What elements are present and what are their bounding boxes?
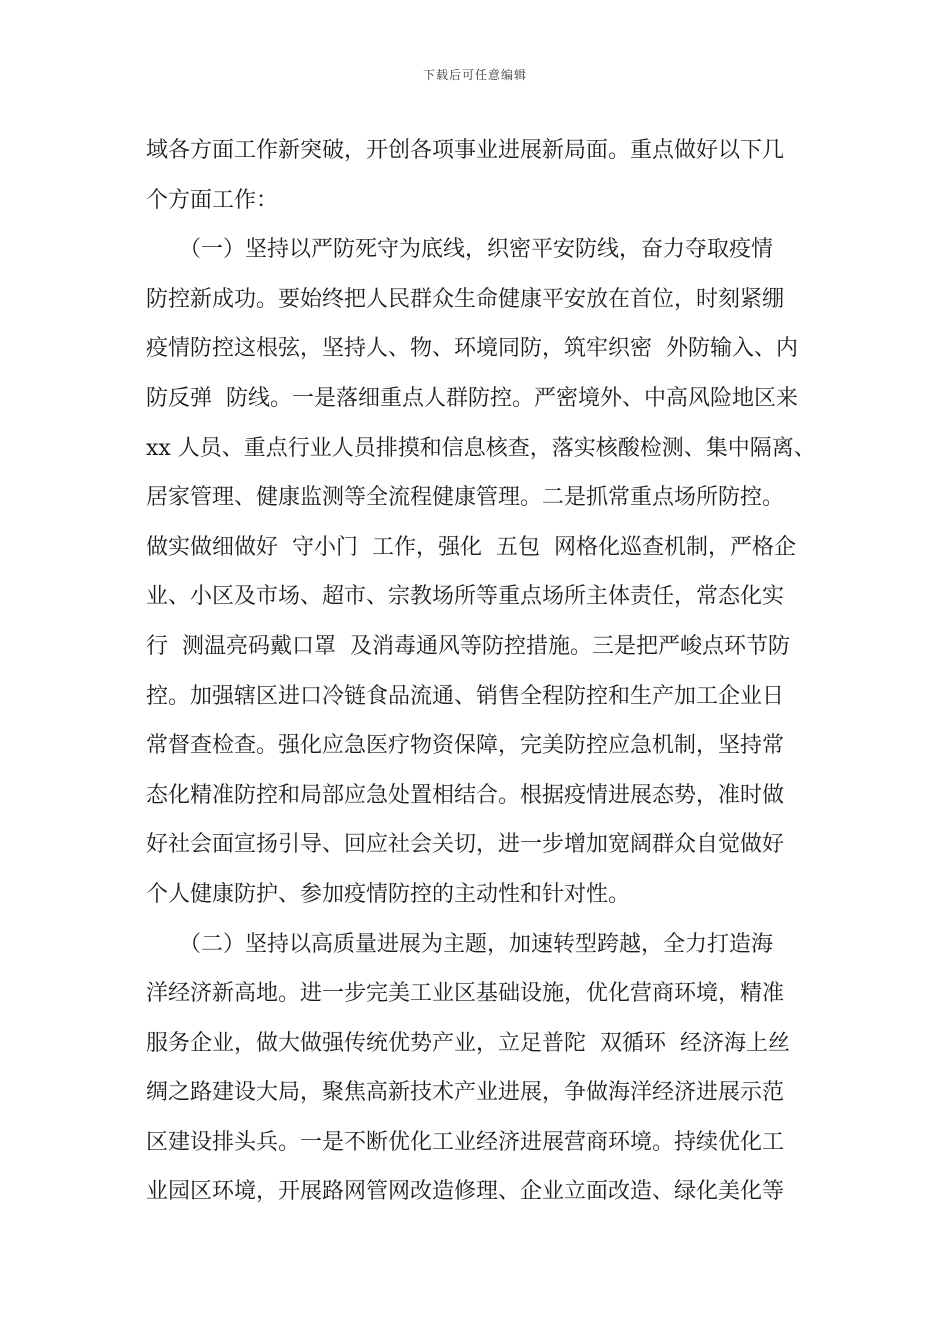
text-line: 防控新成功。要始终把人民群众生命健康平安放在首位，时刻紧绷: [146, 286, 785, 312]
text-line: 态化精准防控和局部应急处置相结合。根据疫情进展态势，准时做: [146, 782, 785, 808]
text-line: 区建设排头兵。一是不断优化工业经济进展营商环境。持续优化工: [146, 1129, 785, 1155]
text-line: 控。加强辖区进口冷链食品流通、销售全程防控和生产加工企业日: [146, 683, 785, 709]
text-line: 疫情防控这根弦，坚持人、物、环境同防，筑牢织密 外防输入、内: [146, 336, 798, 362]
text-line: 常督查检查。强化应急医疗物资保障，完美防控应急机制，坚持常: [146, 733, 785, 759]
text-line: 居家管理、健康监测等全流程健康管理。二是抓常重点场所防控。: [146, 485, 785, 511]
text-line: 洋经济新高地。进一步完美工业区基础设施，优化营商环境，精准: [146, 981, 785, 1007]
paragraph-heading-line: （一）坚持以严防死守为底线，织密平安防线，奋力夺取疫情: [146, 237, 774, 263]
text-line: 个方面工作：: [146, 187, 279, 213]
text-line: 做实做细做好 守小门 工作，强化 五包 网格化巡查机制，严格企: [146, 534, 796, 560]
text-line: 行 测温亮码戴口罩 及消毒通风等防控措施。三是把严峻点环节防: [146, 633, 790, 659]
text-line: 个人健康防护、参加疫情防控的主动性和针对性。: [146, 881, 631, 907]
text-line: 业园区环境，开展路网管网改造修理、企业立面改造、绿化美化等: [146, 1179, 785, 1205]
text-line: 业、小区及市场、超市、宗教场所等重点场所主体责任，常态化实: [146, 584, 785, 610]
document-body: [146, 126, 816, 1217]
text-line: 绸之路建设大局，聚焦高新技术产业进展，争做海洋经济进展示范: [146, 1080, 785, 1106]
text-line: 服务企业，做大做强传统优势产业，立足普陀 双循环 经济海上丝: [146, 1030, 790, 1056]
paragraph-heading-line: （二）坚持以高质量进展为主题，加速转型跨越，全力打造海: [146, 931, 774, 957]
text-line: xx 人员、重点行业人员排摸和信息核查，落实核酸检测、集中隔离、: [146, 435, 816, 461]
text-line: 好社会面宣扬引导、回应社会关切，进一步增加宽阔群众自觉做好: [146, 832, 785, 858]
text-line: 域各方面工作新突破，开创各项事业进展新局面。重点做好以下几: [146, 138, 785, 163]
page-header: 下载后可任意编辑: [422, 68, 527, 82]
text-line: 防反弹 防线。一是落细重点人群防控。严密境外、中高风险地区来: [146, 385, 798, 411]
